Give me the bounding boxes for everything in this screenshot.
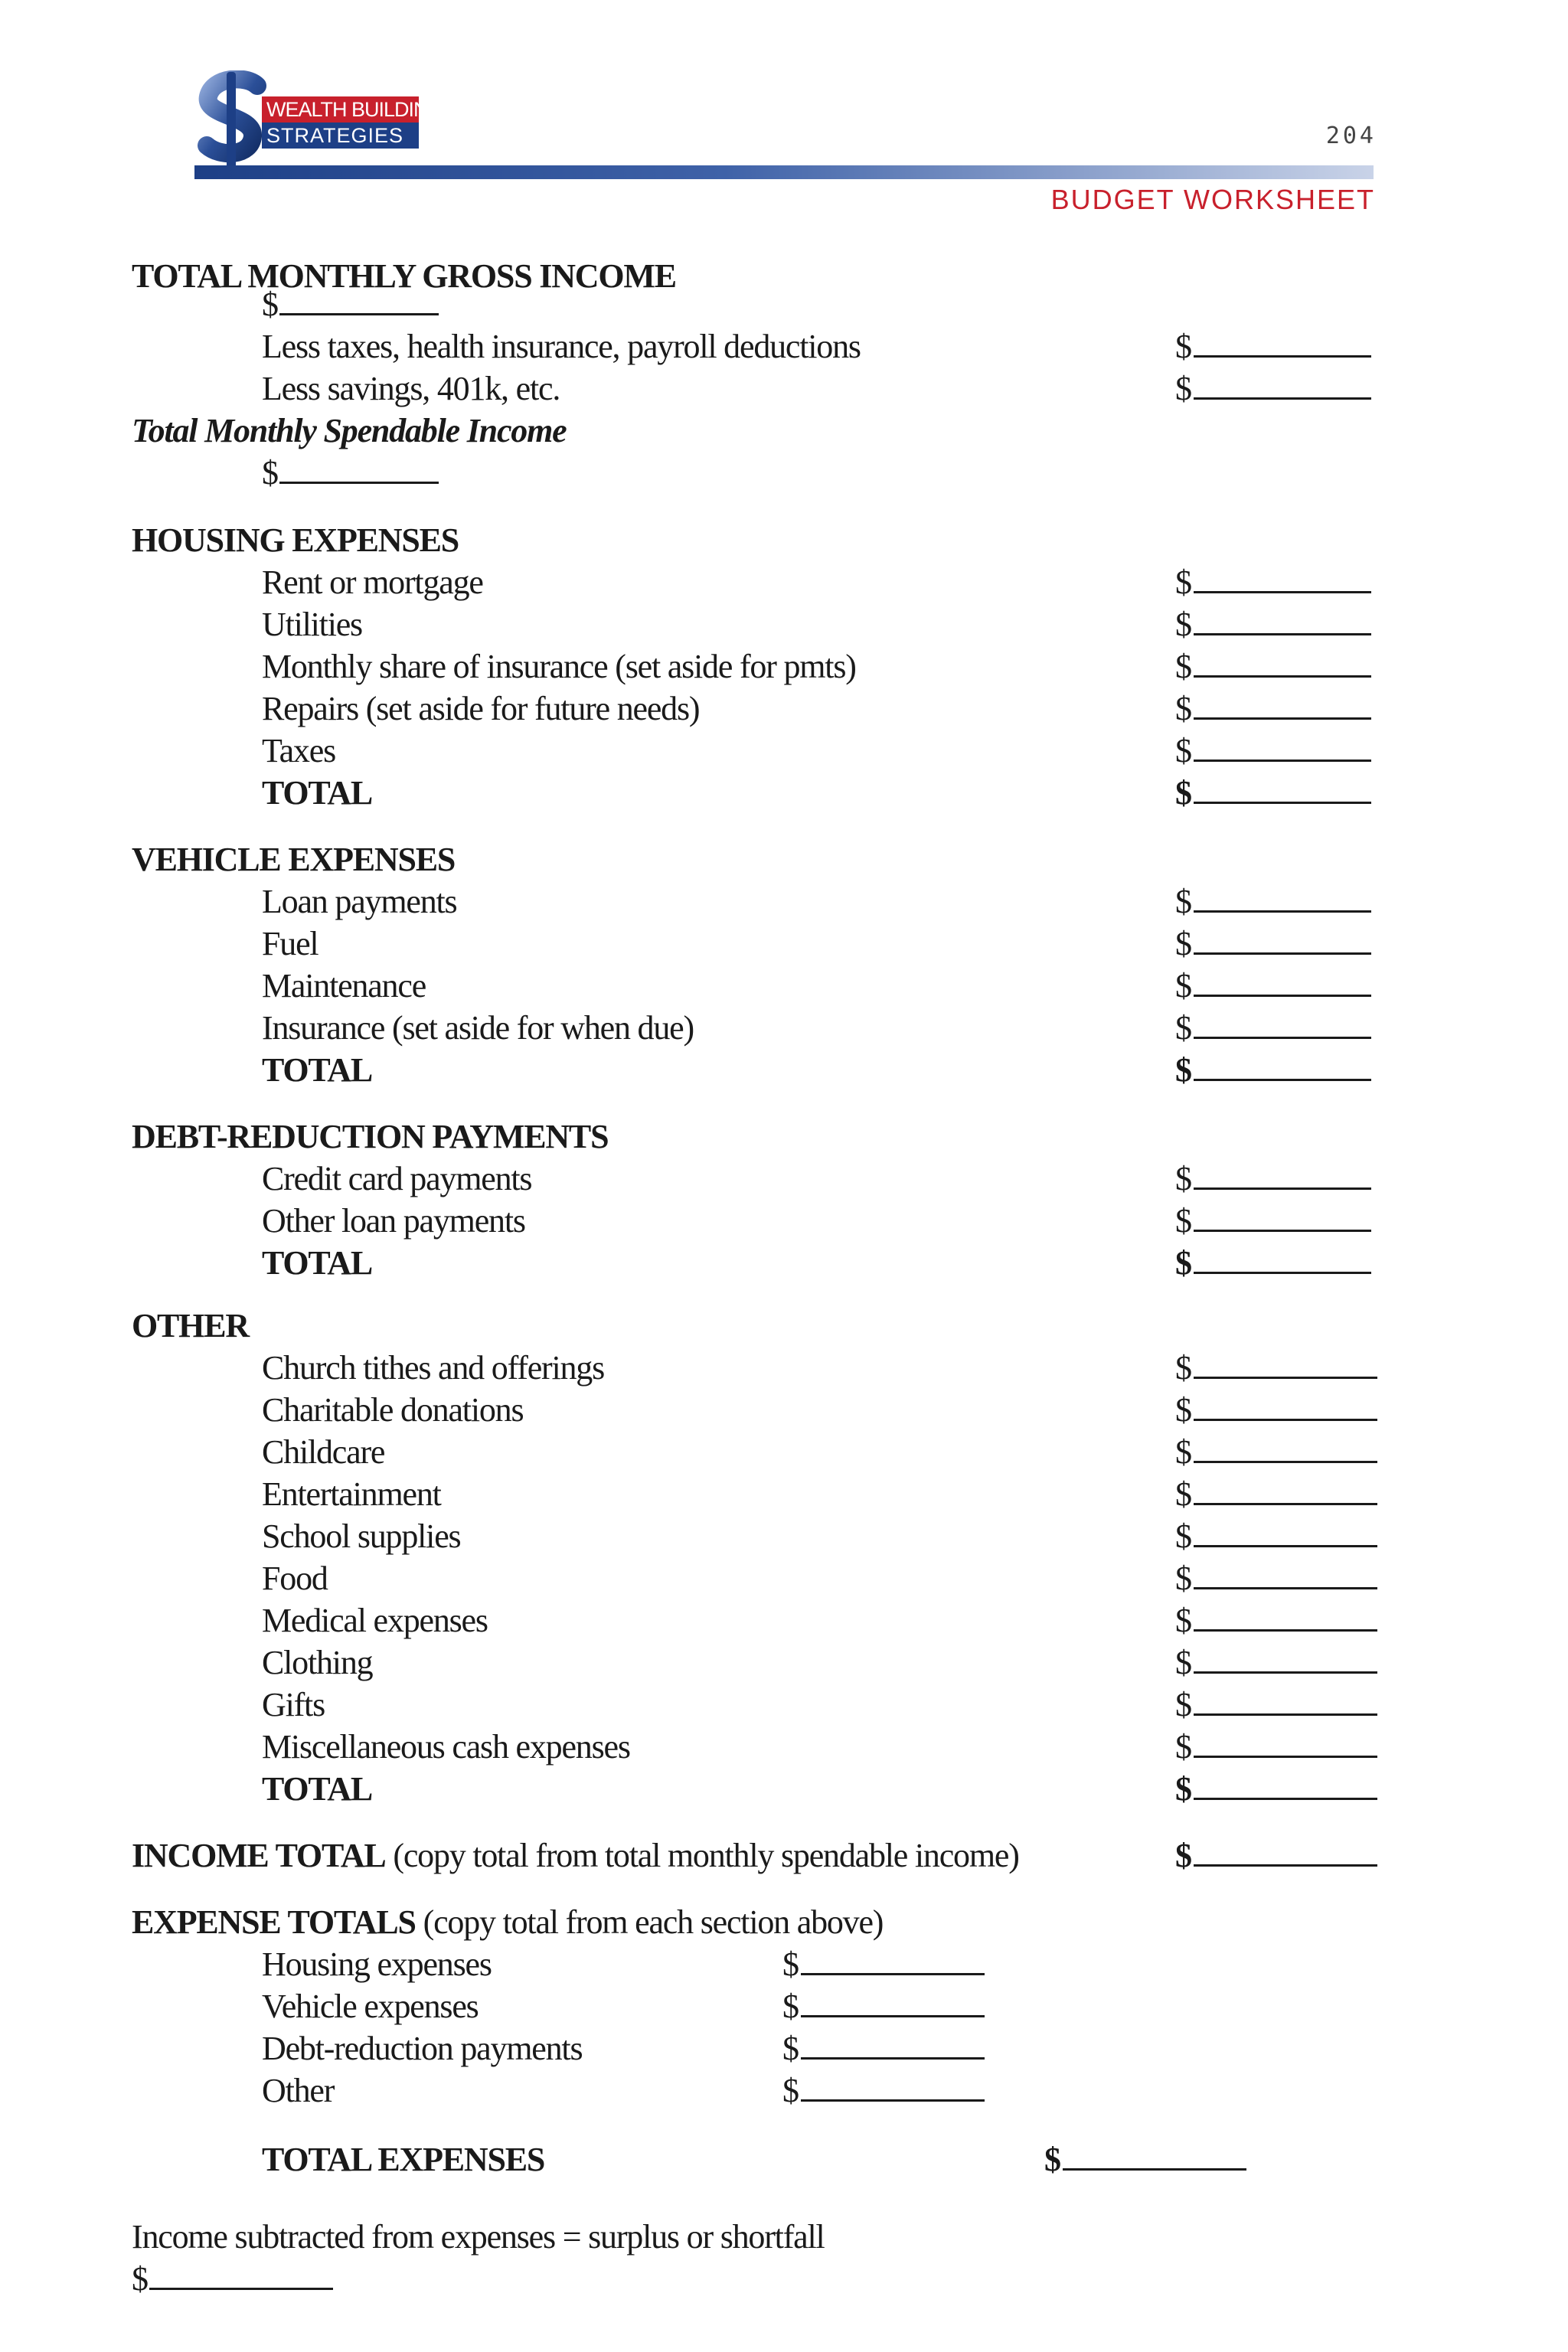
other-item-school-supplies-amount[interactable]: $	[1175, 1515, 1377, 1557]
vehicle-heading: VEHICLE EXPENSES	[132, 841, 456, 878]
other-item-childcare-label: Childcare	[262, 1433, 385, 1471]
spendable-income-amount[interactable]: $	[262, 452, 439, 494]
debt-heading: DEBT-REDUCTION PAYMENTS	[132, 1118, 609, 1155]
vehicle-total-amount[interactable]: $	[1175, 1049, 1371, 1091]
other-total-label: TOTAL	[262, 1770, 372, 1808]
vehicle-total-label: TOTAL	[262, 1051, 372, 1089]
debt-item-other-loan-amount[interactable]: $	[1175, 1200, 1371, 1242]
expense-totals-note: (copy total from each section above)	[415, 1903, 884, 1941]
vehicle-item-maintenance-label: Maintenance	[262, 967, 426, 1004]
surplus-shortfall-label: Income subtracted from expenses = surplus or shortfall	[132, 2218, 825, 2256]
housing-item-rent-amount[interactable]: $	[1175, 561, 1371, 603]
vehicle-item-insurance-label: Insurance (set aside for when due)	[262, 1009, 694, 1047]
document-title: BUDGET WORKSHEET	[1050, 184, 1375, 215]
income-total-amount[interactable]: $	[1175, 1834, 1377, 1877]
gross-income-heading: TOTAL MONTHLY GROSS INCOME	[132, 257, 676, 295]
other-item-gifts-label: Gifts	[262, 1686, 325, 1723]
expense-summary-housing-label: Housing expenses	[262, 1945, 492, 1983]
other-item-entertainment-amount[interactable]: $	[1175, 1473, 1377, 1515]
housing-item-taxes-amount[interactable]: $	[1175, 730, 1371, 772]
other-item-clothing-amount[interactable]: $	[1175, 1642, 1377, 1684]
page-header	[0, 0, 1568, 230]
other-item-school-supplies-label: School supplies	[262, 1517, 461, 1555]
deduction-taxes-amount[interactable]: $	[1175, 325, 1371, 368]
other-item-gifts-amount[interactable]: $	[1175, 1684, 1377, 1726]
other-item-medical-amount[interactable]: $	[1175, 1599, 1377, 1642]
deduction-taxes-label: Less taxes, health insurance, payroll deductions	[262, 328, 861, 365]
other-item-childcare-amount[interactable]: $	[1175, 1431, 1377, 1473]
debt-item-other-loan-label: Other loan payments	[262, 1202, 525, 1240]
expense-summary-debt-amount[interactable]: $	[782, 2027, 985, 2069]
income-total-row	[132, 1834, 1019, 1877]
vehicle-item-maintenance-amount[interactable]: $	[1175, 965, 1371, 1007]
housing-heading: HOUSING EXPENSES	[132, 521, 459, 559]
debt-total-amount[interactable]: $	[1175, 1242, 1371, 1284]
expense-summary-vehicle-label: Vehicle expenses	[262, 1988, 479, 2025]
vehicle-item-loan-label: Loan payments	[262, 883, 457, 920]
header-rule	[194, 165, 1374, 179]
debt-item-credit-card-amount[interactable]: $	[1175, 1158, 1371, 1200]
gross-income-amount[interactable]: $	[262, 283, 439, 325]
other-heading: OTHER	[132, 1307, 249, 1344]
wealth-building-strategies-logo	[193, 70, 443, 170]
spendable-income-heading: Total Monthly Spendable Income	[132, 412, 567, 449]
housing-item-utilities-label: Utilities	[262, 606, 362, 643]
expense-totals-row	[132, 1901, 883, 1943]
expense-summary-other-label: Other	[262, 2072, 335, 2109]
other-item-donations-label: Charitable donations	[262, 1391, 524, 1429]
logo-line-wealth-building: WEALTH BUILDING	[262, 96, 419, 122]
expense-totals-label: EXPENSE TOTALS	[132, 1903, 416, 1941]
expense-summary-debt-label: Debt-reduction payments	[262, 2030, 583, 2067]
deduction-savings-label: Less savings, 401k, etc.	[262, 370, 560, 407]
housing-item-insurance-amount[interactable]: $	[1175, 645, 1371, 688]
logo-line-strategies: STRATEGIES	[262, 122, 419, 149]
vehicle-item-insurance-amount[interactable]: $	[1175, 1007, 1371, 1049]
other-item-tithes-label: Church tithes and offerings	[262, 1349, 605, 1387]
income-total-note: (copy total from total monthly spendable income)	[385, 1837, 1019, 1874]
housing-item-repairs-label: Repairs (set aside for future needs)	[262, 690, 700, 727]
other-total-amount[interactable]: $	[1175, 1768, 1377, 1810]
vehicle-item-loan-amount[interactable]: $	[1175, 880, 1371, 923]
vehicle-item-fuel-amount[interactable]: $	[1175, 923, 1371, 965]
other-item-misc-cash-label: Miscellaneous cash expenses	[262, 1728, 630, 1766]
housing-total-amount[interactable]: $	[1175, 772, 1371, 814]
other-item-tithes-amount[interactable]: $	[1175, 1347, 1377, 1389]
expense-summary-vehicle-amount[interactable]: $	[782, 1985, 985, 2027]
surplus-shortfall-amount[interactable]: $	[132, 2258, 333, 2300]
other-item-medical-label: Medical expenses	[262, 1602, 488, 1639]
total-expenses-amount[interactable]: $	[1044, 2138, 1246, 2180]
expense-summary-other-amount[interactable]: $	[782, 2069, 985, 2112]
vehicle-item-fuel-label: Fuel	[262, 925, 318, 962]
logo-wordmark	[262, 96, 443, 149]
expense-summary-housing-amount[interactable]: $	[782, 1943, 985, 1985]
debt-item-credit-card-label: Credit card payments	[262, 1160, 532, 1197]
other-item-entertainment-label: Entertainment	[262, 1475, 441, 1513]
housing-total-label: TOTAL	[262, 774, 372, 812]
housing-item-taxes-label: Taxes	[262, 732, 335, 769]
other-item-food-amount[interactable]: $	[1175, 1557, 1377, 1599]
debt-total-label: TOTAL	[262, 1244, 372, 1282]
other-item-clothing-label: Clothing	[262, 1644, 373, 1681]
housing-item-repairs-amount[interactable]: $	[1175, 688, 1371, 730]
income-total-label: INCOME TOTAL	[132, 1837, 386, 1874]
housing-item-utilities-amount[interactable]: $	[1175, 603, 1371, 645]
other-item-misc-cash-amount[interactable]: $	[1175, 1726, 1377, 1768]
housing-item-insurance-label: Monthly share of insurance (set aside for pmts)	[262, 648, 856, 685]
total-expenses-label: TOTAL EXPENSES	[262, 2141, 545, 2178]
page-number: 204	[1325, 122, 1377, 149]
housing-item-rent-label: Rent or mortgage	[262, 564, 483, 601]
other-item-donations-amount[interactable]: $	[1175, 1389, 1377, 1431]
other-item-food-label: Food	[262, 1560, 328, 1597]
deduction-savings-amount[interactable]: $	[1175, 368, 1371, 410]
